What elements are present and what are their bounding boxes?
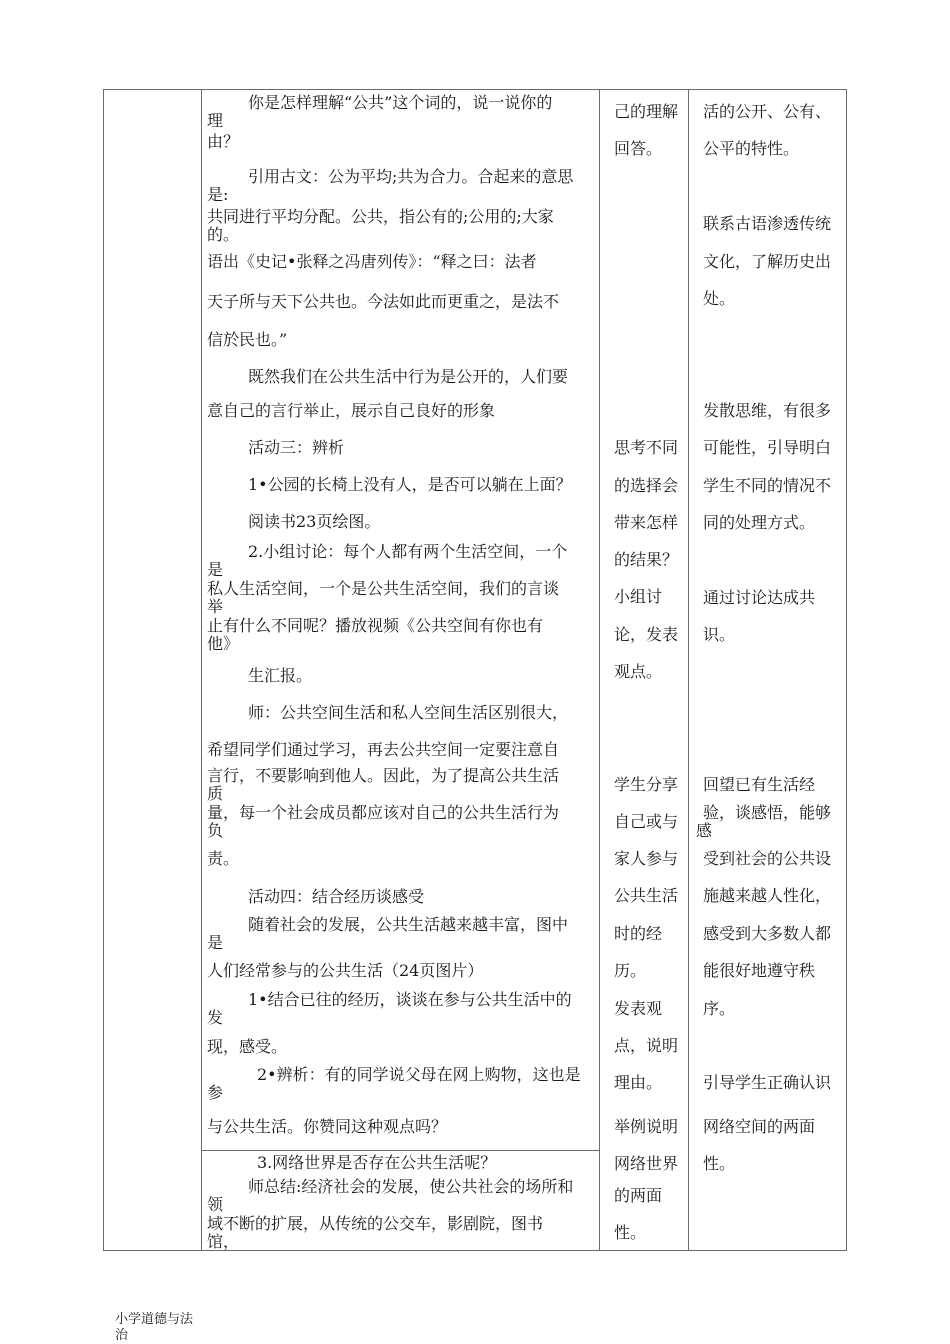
- paragraph-2-c: 语出《史记•张释之冯唐列传》：“释之曰：法者: [207, 252, 537, 271]
- footer-line: 治: [115, 1328, 129, 1343]
- intent-text: 网络空间的两面: [703, 1117, 816, 1136]
- intent-text: 能很好地遵守秩: [703, 961, 816, 980]
- table-top-border: [103, 89, 847, 90]
- cell-divider: [201, 1150, 600, 1151]
- paragraph-2-d: 天子所与天下公共也。今法如此而更重之，是法不: [207, 292, 560, 311]
- student-text: 历。: [614, 961, 647, 980]
- activity-4-heading: 活动四：结合经历谈感受: [248, 887, 425, 906]
- student-text: 公共生活: [614, 886, 679, 905]
- student-text: 带来怎样: [614, 513, 679, 532]
- teacher-remark: 师：公共空间生活和私人空间生活区别很大，: [248, 703, 569, 722]
- student-text: 回答。: [614, 139, 663, 158]
- intent-text: 识。: [703, 625, 736, 644]
- teacher-remark-c: 言行，不要影响到他人。因此，为了提高公共生活 质: [207, 766, 560, 803]
- intent-text: 验，谈感悟，能够: [703, 803, 832, 822]
- student-text: 己的理解: [614, 102, 679, 121]
- student-text: 思考不同: [614, 438, 679, 457]
- col-border-5: [846, 89, 847, 1251]
- student-text: 观点。: [614, 662, 663, 681]
- question-1: 1•公园的长椅上没有人，是否可以躺在上面？: [248, 475, 572, 494]
- teacher-remark-d: 量，每一个社会成员都应该对自己的公共生活行为 负: [207, 803, 560, 840]
- paragraph-3-b: 意自己的言行举止，展示自己良好的形象: [207, 401, 496, 420]
- student-text: 学生分享: [614, 775, 679, 794]
- activity-3-heading: 活动三：辨析: [248, 438, 345, 457]
- intent-text: 可能性，引导明白: [703, 438, 832, 457]
- paragraph-2: 引用古文：公为平均;共为合力。合起来的意思 是:: [207, 167, 574, 204]
- intent-text: 回望已有生活经: [703, 775, 816, 794]
- footer-line: 小学道德与法: [115, 1312, 194, 1327]
- teacher-summary: 师总结:经济社会的发展，使公共社会的场所和 领: [207, 1177, 574, 1214]
- intent-text: 联系古语渗透传统: [703, 214, 832, 233]
- intent-text: 发散思维，有很多: [703, 401, 832, 420]
- student-text: 网络世界: [614, 1154, 679, 1173]
- student-text: 理由。: [614, 1073, 663, 1092]
- col-border-1: [103, 89, 104, 1251]
- activity-4-question-2: 2•辨析：有的同学说父母在网上购物，这也是 参: [207, 1065, 581, 1102]
- student-text: 的选择会: [614, 476, 679, 495]
- group-discussion-b: 私人生活空间，一个是公共生活空间，我们的言谈 举: [207, 579, 560, 616]
- group-discussion-c: 止有什么不同呢？播放视频《公共空间有你也有 他》: [207, 616, 544, 653]
- student-text: 时的经: [614, 924, 663, 943]
- student-text: 的两面: [614, 1186, 663, 1205]
- paragraph-2-b: 共同进行平均分配。公共，指公有的;公用的;大家 的。: [207, 207, 554, 244]
- col-border-2: [201, 89, 202, 1251]
- intent-text: 感受到大多数人都: [703, 924, 832, 943]
- activity-4-question-1-b: 现，感受。: [207, 1037, 288, 1056]
- paragraph-1: 你是怎样理解“公共”这个词的，说一说你的 理: [207, 93, 553, 130]
- intent-text: 同的处理方式。: [703, 513, 816, 532]
- student-text: 点，说明: [614, 1036, 679, 1055]
- intent-text: 通过讨论达成共: [703, 588, 816, 607]
- student-text: 性。: [614, 1223, 647, 1242]
- question-3: 3.网络世界是否存在公共生活呢？: [257, 1153, 497, 1172]
- intent-text: 感: [696, 821, 713, 840]
- teacher-remark-b: 希望同学们通过学习，再去公共空间一定要注意自: [207, 740, 560, 759]
- activity-4-question-2-b: 与公共生活。你赞同这种观点吗？: [207, 1117, 448, 1136]
- teacher-summary-b: 域不断的扩展，从传统的公交车，影剧院，图书 馆，: [207, 1214, 544, 1251]
- student-text: 的结果？: [614, 550, 679, 569]
- intent-text: 性。: [703, 1154, 736, 1173]
- activity-4-intro-b: 人们经常参与的公共生活（24页图片）: [207, 961, 484, 980]
- student-text: 家人参与: [614, 849, 679, 868]
- intent-text: 序。: [703, 999, 736, 1018]
- student-text: 论，发表: [614, 625, 679, 644]
- student-text: 自己或与: [614, 812, 679, 831]
- page-footer: [115, 1312, 193, 1344]
- teacher-remark-e: 责。: [207, 849, 240, 868]
- group-discussion: 2.小组讨论：每个人都有两个生活空间，一个 是: [207, 542, 568, 579]
- student-text: 发表观: [614, 999, 663, 1018]
- reading-task: 阅读书23页绘图。: [248, 512, 381, 531]
- paragraph-1-end: 由？: [207, 132, 240, 151]
- paragraph-3: 既然我们在公共生活中行为是公开的，人们要: [248, 367, 569, 386]
- intent-text: 施越来越人性化，: [703, 886, 832, 905]
- intent-text: 受到社会的公共设: [703, 849, 832, 868]
- col-border-4: [688, 89, 689, 1251]
- intent-text: 引导学生正确认识: [703, 1073, 832, 1092]
- paragraph-2-e: 信於民也。”: [207, 330, 288, 349]
- intent-text: 活的公开、公有、: [703, 102, 832, 121]
- intent-text: 公平的特性。: [703, 139, 800, 158]
- col-border-3: [599, 89, 600, 1251]
- activity-4-question-1: 1•结合已往的经历，谈谈在参与公共生活中的 发: [207, 990, 572, 1027]
- student-report: 生汇报。: [248, 666, 313, 685]
- activity-4-intro: 随着社会的发展，公共生活越来越丰富，图中 是: [207, 915, 569, 952]
- intent-text: 学生不同的情况不: [703, 476, 832, 495]
- student-text: 举例说明: [614, 1117, 679, 1136]
- intent-text: 处。: [703, 289, 736, 308]
- intent-text: 文化，了解历史出: [703, 252, 832, 271]
- student-text: 小组讨: [614, 587, 663, 606]
